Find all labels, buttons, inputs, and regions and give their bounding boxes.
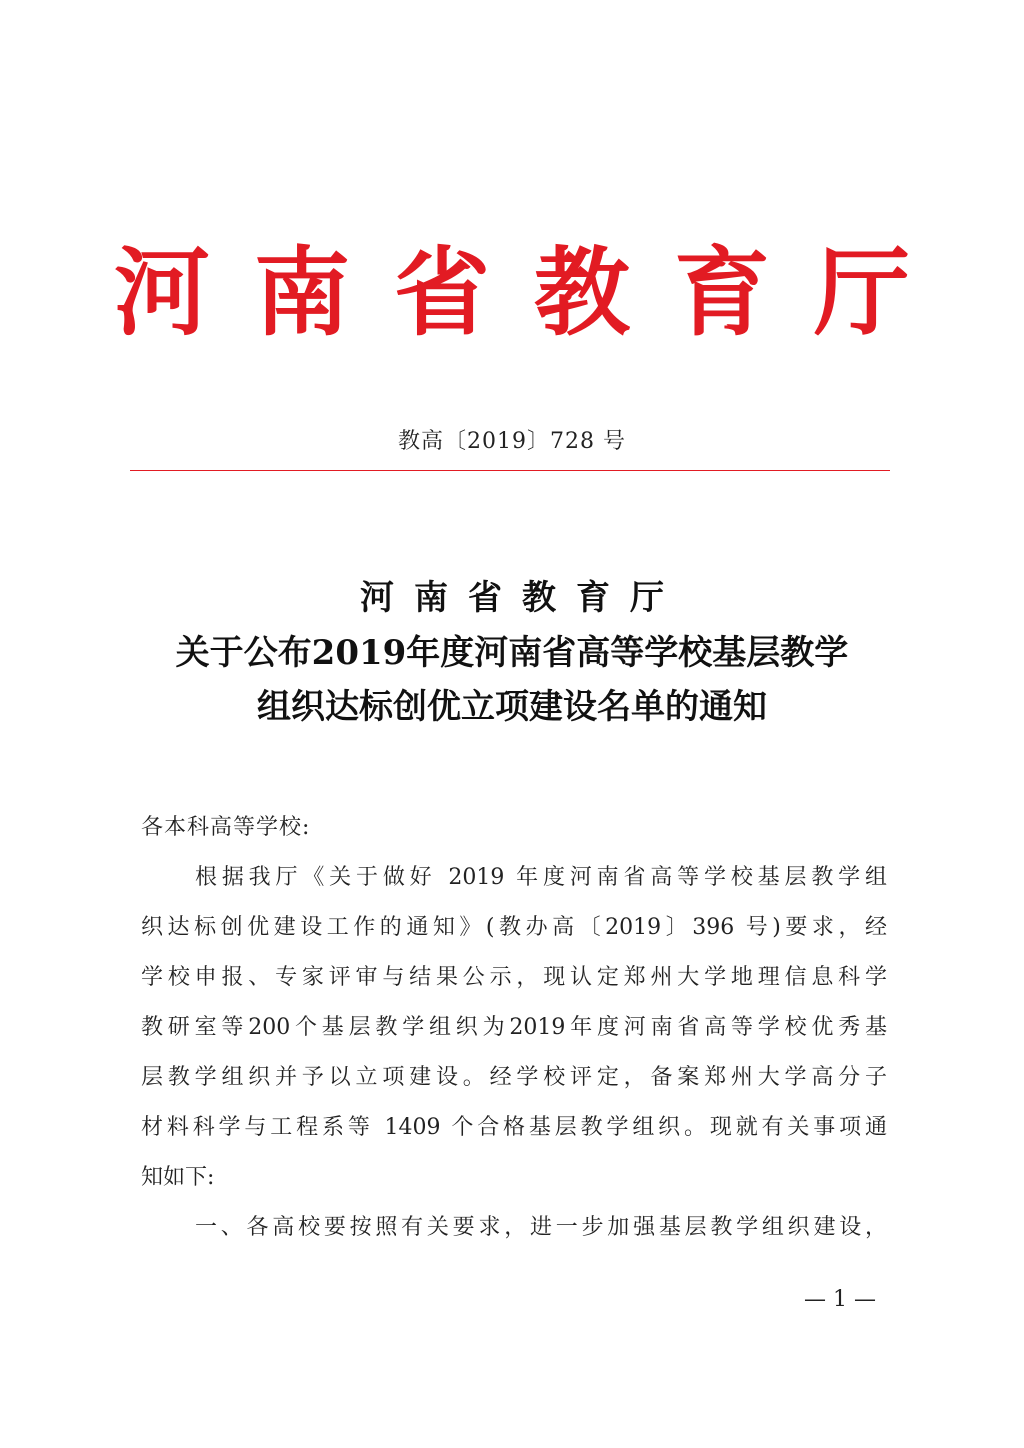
page-number: — 1 —	[804, 1287, 876, 1312]
paragraph-line: 材料科学与工程系等 1409 个合格基层教学组织。现就有关事项通	[141, 1115, 887, 1140]
paragraph-line: 教研室等200个基层教学组织为2019年度河南省高等学校优秀基	[141, 1015, 887, 1040]
paragraph-2	[141, 1203, 887, 1253]
body-text	[141, 803, 887, 1253]
masthead-char: 河	[114, 236, 210, 349]
paragraph-line: 根据我厅《关于做好 2019 年度河南省高等学校基层教学组	[195, 865, 887, 890]
masthead-title	[0, 238, 1024, 348]
masthead-char: 育	[674, 236, 770, 349]
paragraph-line: 织达标创优建设工作的通知》(教办高〔2019〕396 号)要求，经	[141, 915, 887, 940]
masthead-char: 教	[534, 236, 630, 349]
paragraph-line: 层教学组织并予以立项建设。经学校评定，备案郑州大学高分子	[141, 1065, 887, 1090]
document-number: 教高〔2019〕728 号	[398, 429, 626, 454]
title-line-2: 组织达标创优立项建设名单的通知	[257, 687, 767, 727]
salutation: 各本科高等学校:	[141, 815, 311, 840]
title-line-1: 关于公布2019年度河南省高等学校基层教学	[175, 633, 849, 673]
masthead-char: 南	[254, 236, 350, 349]
title-issuer: 河南省教育厅	[360, 578, 684, 618]
paragraph-line: 知如下:	[141, 1165, 215, 1190]
notice-title	[0, 570, 1024, 734]
masthead-char: 省	[394, 236, 490, 349]
masthead-char: 厅	[814, 236, 910, 349]
paragraph-line: 学校申报、专家评审与结果公示，现认定郑州大学地理信息科学	[141, 965, 887, 990]
red-separator-line	[130, 470, 890, 471]
paragraph-1	[141, 853, 887, 1203]
paragraph-line: 一、各高校要按照有关要求，进一步加强基层教学组织建设，	[195, 1215, 887, 1240]
